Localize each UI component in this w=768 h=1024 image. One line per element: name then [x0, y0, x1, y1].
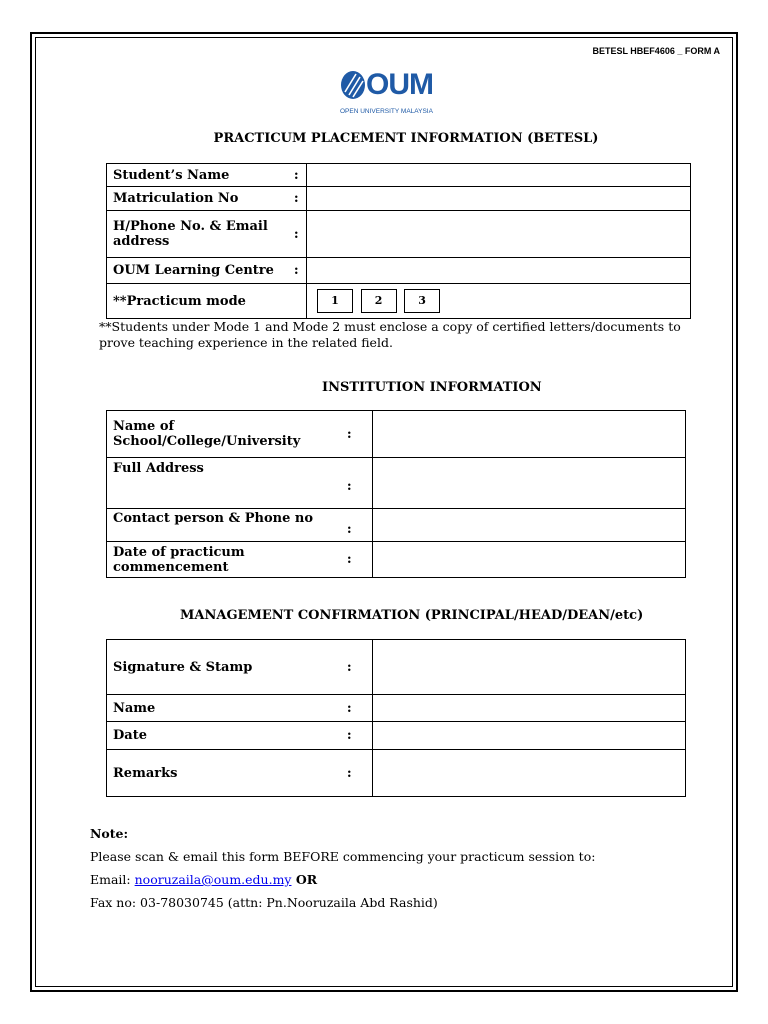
table-row — [107, 722, 686, 750]
colon: : — [327, 509, 373, 542]
mode-option-2[interactable]: 2 — [361, 289, 397, 313]
manager-name-label: Name — [107, 695, 327, 722]
matric-no-field[interactable] — [307, 187, 691, 211]
student-name-label: Student’s Name — [107, 164, 287, 187]
oum-globe-icon — [340, 70, 366, 100]
oum-logo — [340, 70, 450, 118]
email-prefix: Email: — [90, 872, 135, 887]
practicum-mode-footnote: **Students under Mode 1 and Mode 2 must enclose a copy of certified letters/documents to prove teaching experience in the related field. — [99, 319, 681, 350]
remarks-field[interactable] — [373, 750, 686, 797]
colon: : — [287, 164, 307, 187]
table-row — [107, 458, 686, 509]
colon: : — [287, 211, 307, 258]
institution-info-table — [106, 410, 686, 578]
colon: : — [327, 458, 373, 509]
colon: : — [327, 542, 373, 578]
learning-centre-label: OUM Learning Centre — [107, 258, 287, 284]
full-address-field[interactable] — [373, 458, 686, 509]
table-row — [107, 640, 686, 695]
colon: : — [327, 722, 373, 750]
mode-option-3[interactable]: 3 — [404, 289, 440, 313]
colon: : — [327, 640, 373, 695]
note-title: Note: — [90, 826, 129, 841]
table-row — [107, 509, 686, 542]
colon: : — [327, 750, 373, 797]
institution-name-label: Name of School/College/University — [107, 411, 327, 458]
table-row — [107, 542, 686, 578]
email-link[interactable]: nooruzaila@oum.edu.my — [134, 872, 292, 887]
student-info-table — [106, 163, 691, 319]
phone-email-field[interactable] — [307, 211, 691, 258]
practicum-mode-options — [307, 284, 691, 319]
commencement-date-field[interactable] — [373, 542, 686, 578]
colon: : — [287, 258, 307, 284]
note-instruction: Please scan & email this form BEFORE commencing your practicum session to: — [90, 849, 596, 864]
commencement-date-label: Date of practicum commencement — [107, 542, 327, 578]
contact-person-field[interactable] — [373, 509, 686, 542]
confirmation-date-label: Date — [107, 722, 327, 750]
logo-name: OUM — [366, 68, 433, 101]
table-row — [107, 411, 686, 458]
table-row — [107, 187, 691, 211]
confirmation-date-field[interactable] — [373, 722, 686, 750]
mode-option-1[interactable]: 1 — [317, 289, 353, 313]
or-label: OR — [291, 872, 318, 887]
manager-name-field[interactable] — [373, 695, 686, 722]
management-confirmation-table — [106, 639, 686, 797]
colon: : — [327, 695, 373, 722]
table-row — [107, 750, 686, 797]
remarks-label: Remarks — [107, 750, 327, 797]
table-row — [107, 164, 691, 187]
table-row — [107, 695, 686, 722]
note-email-line — [90, 872, 317, 887]
colon: : — [327, 411, 373, 458]
note-fax: Fax no: 03-78030745 (attn: Pn.Nooruzaila Abd Rashid) — [90, 895, 438, 910]
table-row — [107, 258, 691, 284]
contact-person-label: Contact person & Phone no — [107, 509, 327, 542]
table-row — [107, 211, 691, 258]
signature-stamp-field[interactable] — [373, 640, 686, 695]
full-address-label: Full Address — [107, 458, 327, 509]
table-row — [107, 284, 691, 319]
signature-stamp-label: Signature & Stamp — [107, 640, 327, 695]
phone-email-label: H/Phone No. & Email address — [107, 211, 287, 258]
learning-centre-field[interactable] — [307, 258, 691, 284]
form-code: BETESL HBEF4606 _ FORM A — [592, 46, 720, 56]
logo-subtitle: OPEN UNIVERSITY MALAYSIA — [340, 108, 433, 115]
institution-heading: INSTITUTION INFORMATION — [322, 380, 542, 395]
student-name-field[interactable] — [307, 164, 691, 187]
management-heading: MANAGEMENT CONFIRMATION (PRINCIPAL/HEAD/DEAN/etc) — [180, 608, 644, 623]
practicum-mode-label: **Practicum mode — [107, 284, 307, 319]
institution-name-field[interactable] — [373, 411, 686, 458]
matric-no-label: Matriculation No — [107, 187, 287, 211]
colon: : — [287, 187, 307, 211]
page-title: PRACTICUM PLACEMENT INFORMATION (BETESL) — [213, 131, 599, 146]
